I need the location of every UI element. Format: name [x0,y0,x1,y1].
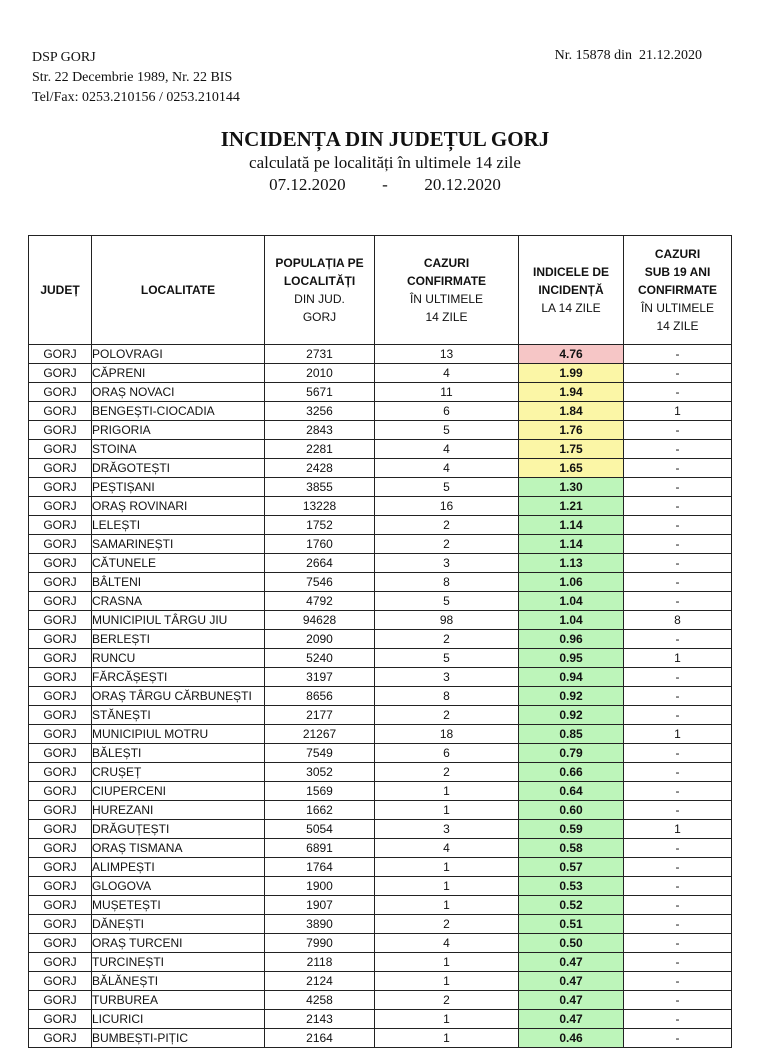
cell-populatie: 1752 [265,516,375,535]
cell-populatie: 2164 [265,1029,375,1048]
period-end: 20.12.2020 [424,175,501,194]
cell-localitate: DĂNEȘTI [92,915,265,934]
table-row [29,630,732,649]
col-header-line: GORJ [302,310,337,324]
cell-populatie: 4792 [265,592,375,611]
cell-indice: 0.52 [519,896,624,915]
cell-cazuri: 4 [375,364,519,383]
cell-populatie: 2664 [265,554,375,573]
table-row [29,440,732,459]
cell-judet: GORJ [29,592,92,611]
cell-sub19: - [624,554,732,573]
cell-populatie: 7990 [265,934,375,953]
cell-populatie: 94628 [265,611,375,630]
cell-populatie: 8656 [265,687,375,706]
cell-localitate: TURCINEȘTI [92,953,265,972]
table-row [29,782,732,801]
cell-localitate: STOINA [92,440,265,459]
cell-populatie: 3052 [265,763,375,782]
cell-judet: GORJ [29,649,92,668]
cell-cazuri: 6 [375,402,519,421]
cell-indice: 1.65 [519,459,624,478]
cell-populatie: 2731 [265,345,375,364]
cell-localitate: STĂNEȘTI [92,706,265,725]
cell-indice: 1.14 [519,516,624,535]
cell-indice: 0.59 [519,820,624,839]
table-row [29,953,732,972]
table-row [29,478,732,497]
col-header-line: 14 ZILE [656,319,699,333]
cell-populatie: 1764 [265,858,375,877]
cell-cazuri: 16 [375,497,519,516]
cell-sub19: - [624,991,732,1010]
cell-indice: 0.64 [519,782,624,801]
cell-localitate: ORAȘ TURCENI [92,934,265,953]
cell-localitate: BERLEȘTI [92,630,265,649]
cell-localitate: PEȘTIȘANI [92,478,265,497]
cell-sub19: 1 [624,820,732,839]
cell-sub19: - [624,801,732,820]
cell-cazuri: 1 [375,1010,519,1029]
cell-cazuri: 1 [375,877,519,896]
cell-judet: GORJ [29,1029,92,1048]
incidence-table [28,235,732,1048]
cell-cazuri: 8 [375,687,519,706]
cell-sub19: - [624,896,732,915]
org-address: Str. 22 Decembrie 1989, Nr. 22 BIS [32,70,233,85]
cell-indice: 0.92 [519,687,624,706]
cell-cazuri: 4 [375,839,519,858]
cell-localitate: ORAȘ ROVINARI [92,497,265,516]
table-row [29,611,732,630]
cell-cazuri: 4 [375,440,519,459]
cell-localitate: HUREZANI [92,801,265,820]
table-row [29,820,732,839]
table-row [29,972,732,991]
cell-cazuri: 2 [375,991,519,1010]
cell-indice: 0.79 [519,744,624,763]
cell-localitate: ORAȘ NOVACI [92,383,265,402]
col-header-line: CONFIRMATE [637,283,718,297]
cell-localitate: TURBUREA [92,991,265,1010]
cell-indice: 1.84 [519,402,624,421]
cell-sub19: - [624,953,732,972]
cell-cazuri: 4 [375,459,519,478]
cell-cazuri: 5 [375,649,519,668]
cell-sub19: - [624,345,732,364]
table-row [29,706,732,725]
cell-judet: GORJ [29,497,92,516]
cell-cazuri: 8 [375,573,519,592]
org-name: DSP GORJ [32,50,96,65]
table-row [29,915,732,934]
cell-indice: 0.92 [519,706,624,725]
table-row [29,421,732,440]
cell-indice: 1.21 [519,497,624,516]
cell-sub19: - [624,573,732,592]
col-header-line: LA 14 ZILE [541,301,601,315]
cell-judet: GORJ [29,744,92,763]
cell-populatie: 1900 [265,877,375,896]
cell-populatie: 2843 [265,421,375,440]
period-separator: - [382,175,388,194]
cell-indice: 0.96 [519,630,624,649]
cell-indice: 0.47 [519,1010,624,1029]
cell-sub19: - [624,421,732,440]
cell-localitate: POLOVRAGI [92,345,265,364]
cell-sub19: - [624,839,732,858]
table-row [29,668,732,687]
cell-indice: 0.95 [519,649,624,668]
table-row [29,364,732,383]
cell-cazuri: 1 [375,972,519,991]
sender-block [32,48,240,108]
cell-judet: GORJ [29,421,92,440]
cell-populatie: 1760 [265,535,375,554]
col-header-sub19 [624,236,732,345]
cell-cazuri: 1 [375,801,519,820]
document-number: Nr. 15878 din 21.12.2020 [554,48,702,63]
cell-localitate: CRASNA [92,592,265,611]
cell-cazuri: 1 [375,782,519,801]
table-row [29,497,732,516]
cell-cazuri: 2 [375,516,519,535]
cell-sub19: - [624,497,732,516]
cell-localitate: LELEȘTI [92,516,265,535]
cell-indice: 1.13 [519,554,624,573]
table-row [29,535,732,554]
table-row [29,744,732,763]
cell-cazuri: 5 [375,421,519,440]
table-row [29,801,732,820]
cell-indice: 1.76 [519,421,624,440]
cell-sub19: - [624,630,732,649]
col-header-line: CAZURI [423,256,470,270]
col-header-populatie [265,236,375,345]
cell-judet: GORJ [29,687,92,706]
cell-localitate: CIUPERCENI [92,782,265,801]
cell-populatie: 3890 [265,915,375,934]
cell-sub19: - [624,668,732,687]
cell-populatie: 21267 [265,725,375,744]
cell-localitate: RUNCU [92,649,265,668]
table-row [29,402,732,421]
cell-populatie: 6891 [265,839,375,858]
cell-indice: 1.14 [519,535,624,554]
page-subtitle: calculată pe localități în ultimele 14 zile [249,153,521,172]
table-row [29,573,732,592]
cell-populatie: 2010 [265,364,375,383]
cell-localitate: BUMBEȘTI-PIȚIC [92,1029,265,1048]
cell-cazuri: 5 [375,478,519,497]
cell-sub19: 1 [624,649,732,668]
cell-indice: 0.51 [519,915,624,934]
cell-populatie: 13228 [265,497,375,516]
cell-judet: GORJ [29,345,92,364]
cell-sub19: - [624,1010,732,1029]
cell-sub19: 8 [624,611,732,630]
table-row [29,1010,732,1029]
period-start: 07.12.2020 [269,175,346,194]
cell-localitate: CĂPRENI [92,364,265,383]
cell-judet: GORJ [29,440,92,459]
cell-sub19: - [624,782,732,801]
cell-judet: GORJ [29,459,92,478]
cell-sub19: - [624,934,732,953]
col-header-line: SUB 19 ANI [644,265,711,279]
cell-sub19: - [624,858,732,877]
cell-sub19: - [624,877,732,896]
cell-indice: 0.47 [519,991,624,1010]
table-row [29,516,732,535]
cell-sub19: - [624,535,732,554]
table-row [29,592,732,611]
cell-judet: GORJ [29,706,92,725]
cell-cazuri: 2 [375,535,519,554]
col-header-line: POPULAȚIA PE [275,256,364,270]
cell-judet: GORJ [29,915,92,934]
col-header-cazuri [375,236,519,345]
cell-populatie: 2124 [265,972,375,991]
table-row [29,383,732,402]
cell-cazuri: 1 [375,1029,519,1048]
cell-indice: 0.58 [519,839,624,858]
cell-judet: GORJ [29,383,92,402]
cell-sub19: - [624,459,732,478]
cell-localitate: BĂLĂNEȘTI [92,972,265,991]
cell-sub19: - [624,1029,732,1048]
title-block [0,126,770,196]
cell-judet: GORJ [29,877,92,896]
cell-populatie: 3855 [265,478,375,497]
cell-populatie: 5240 [265,649,375,668]
period [0,174,770,196]
cell-judet: GORJ [29,934,92,953]
cell-sub19: - [624,687,732,706]
cell-populatie: 4258 [265,991,375,1010]
cell-cazuri: 1 [375,858,519,877]
cell-indice: 0.66 [519,763,624,782]
cell-localitate: DRĂGOTEȘTI [92,459,265,478]
cell-localitate: ORAȘ TISMANA [92,839,265,858]
cell-indice: 1.04 [519,592,624,611]
col-header-line: INDICELE DE [532,265,609,279]
cell-sub19: - [624,763,732,782]
cell-localitate: ORAȘ TÂRGU CĂRBUNEȘTI [92,687,265,706]
table-row [29,934,732,953]
col-header-line: 14 ZILE [425,310,468,324]
cell-localitate: CRUȘEȚ [92,763,265,782]
cell-cazuri: 98 [375,611,519,630]
cell-localitate: LICURICI [92,1010,265,1029]
table-row [29,877,732,896]
cell-populatie: 2143 [265,1010,375,1029]
cell-cazuri: 2 [375,706,519,725]
cell-cazuri: 2 [375,630,519,649]
page-title: INCIDENȚA DIN JUDEȚUL GORJ [220,127,550,151]
cell-indice: 4.76 [519,345,624,364]
cell-judet: GORJ [29,611,92,630]
cell-localitate: MUNICIPIUL TÂRGU JIU [92,611,265,630]
cell-sub19: 1 [624,725,732,744]
cell-sub19: - [624,706,732,725]
col-header-line: LOCALITĂȚI [283,274,356,288]
cell-populatie: 1907 [265,896,375,915]
cell-indice: 0.47 [519,972,624,991]
col-header-line: DIN JUD. [294,292,345,306]
cell-populatie: 3197 [265,668,375,687]
cell-localitate: ALIMPEȘTI [92,858,265,877]
cell-populatie: 5671 [265,383,375,402]
cell-localitate: MUNICIPIUL MOTRU [92,725,265,744]
table-row [29,763,732,782]
cell-cazuri: 13 [375,345,519,364]
org-phone: Tel/Fax: 0253.210156 / 0253.210144 [32,90,240,105]
cell-indice: 1.99 [519,364,624,383]
cell-indice: 0.53 [519,877,624,896]
col-header-line: ÎN ULTIMELE [409,292,484,306]
cell-judet: GORJ [29,364,92,383]
cell-indice: 0.85 [519,725,624,744]
cell-localitate: MUȘETEȘTI [92,896,265,915]
cell-localitate: DRĂGUȚEȘTI [92,820,265,839]
cell-indice: 0.50 [519,934,624,953]
table-row [29,554,732,573]
cell-cazuri: 2 [375,763,519,782]
cell-judet: GORJ [29,725,92,744]
cell-localitate: GLOGOVA [92,877,265,896]
table-row [29,991,732,1010]
table-row [29,839,732,858]
col-header-line: JUDEȚ [40,283,80,297]
cell-populatie: 1569 [265,782,375,801]
col-header-line: INCIDENȚĂ [538,283,604,297]
cell-sub19: 1 [624,402,732,421]
cell-cazuri: 3 [375,668,519,687]
cell-judet: GORJ [29,782,92,801]
table-row [29,459,732,478]
cell-indice: 1.30 [519,478,624,497]
cell-indice: 0.46 [519,1029,624,1048]
cell-judet: GORJ [29,478,92,497]
cell-indice: 1.06 [519,573,624,592]
cell-judet: GORJ [29,820,92,839]
col-header-line: CAZURI [654,247,701,261]
cell-localitate: CĂTUNELE [92,554,265,573]
table-header-row [29,236,732,345]
cell-localitate: FĂRCĂȘEȘTI [92,668,265,687]
cell-sub19: - [624,592,732,611]
cell-sub19: - [624,440,732,459]
cell-populatie: 1662 [265,801,375,820]
cell-judet: GORJ [29,402,92,421]
cell-cazuri: 4 [375,934,519,953]
cell-cazuri: 2 [375,915,519,934]
table-row [29,649,732,668]
cell-populatie: 5054 [265,820,375,839]
cell-indice: 1.94 [519,383,624,402]
table-row [29,858,732,877]
cell-judet: GORJ [29,1010,92,1029]
cell-sub19: - [624,364,732,383]
cell-populatie: 7546 [265,573,375,592]
cell-judet: GORJ [29,953,92,972]
cell-localitate: BÂLTENI [92,573,265,592]
cell-judet: GORJ [29,972,92,991]
cell-cazuri: 3 [375,554,519,573]
col-header-line: ÎN ULTIMELE [640,301,715,315]
cell-populatie: 2090 [265,630,375,649]
cell-judet: GORJ [29,801,92,820]
col-header-indice [519,236,624,345]
cell-indice: 1.04 [519,611,624,630]
cell-indice: 0.57 [519,858,624,877]
cell-indice: 0.47 [519,953,624,972]
cell-cazuri: 6 [375,744,519,763]
cell-judet: GORJ [29,668,92,687]
col-header-judet [29,236,92,345]
cell-localitate: PRIGORIA [92,421,265,440]
cell-judet: GORJ [29,991,92,1010]
cell-sub19: - [624,383,732,402]
cell-cazuri: 11 [375,383,519,402]
table-row [29,687,732,706]
cell-populatie: 2428 [265,459,375,478]
cell-judet: GORJ [29,896,92,915]
cell-populatie: 3256 [265,402,375,421]
table-row [29,725,732,744]
table-row [29,896,732,915]
cell-localitate: BENGEȘTI-CIOCADIA [92,402,265,421]
col-header-line: LOCALITATE [140,283,216,297]
cell-sub19: - [624,516,732,535]
cell-populatie: 2281 [265,440,375,459]
cell-cazuri: 1 [375,953,519,972]
cell-indice: 0.60 [519,801,624,820]
cell-judet: GORJ [29,763,92,782]
cell-localitate: SAMARINEȘTI [92,535,265,554]
cell-populatie: 2118 [265,953,375,972]
cell-cazuri: 18 [375,725,519,744]
cell-indice: 0.94 [519,668,624,687]
cell-judet: GORJ [29,535,92,554]
table-row [29,1029,732,1048]
col-header-line: CONFIRMATE [406,274,487,288]
cell-indice: 1.75 [519,440,624,459]
cell-sub19: - [624,478,732,497]
cell-judet: GORJ [29,516,92,535]
cell-sub19: - [624,744,732,763]
cell-cazuri: 1 [375,896,519,915]
col-header-localitate [92,236,265,345]
cell-judet: GORJ [29,630,92,649]
cell-populatie: 2177 [265,706,375,725]
cell-cazuri: 3 [375,820,519,839]
cell-judet: GORJ [29,839,92,858]
cell-populatie: 7549 [265,744,375,763]
cell-cazuri: 5 [375,592,519,611]
cell-sub19: - [624,915,732,934]
cell-localitate: BĂLEȘTI [92,744,265,763]
cell-judet: GORJ [29,554,92,573]
table-row [29,345,732,364]
cell-judet: GORJ [29,858,92,877]
cell-judet: GORJ [29,573,92,592]
cell-sub19: - [624,972,732,991]
